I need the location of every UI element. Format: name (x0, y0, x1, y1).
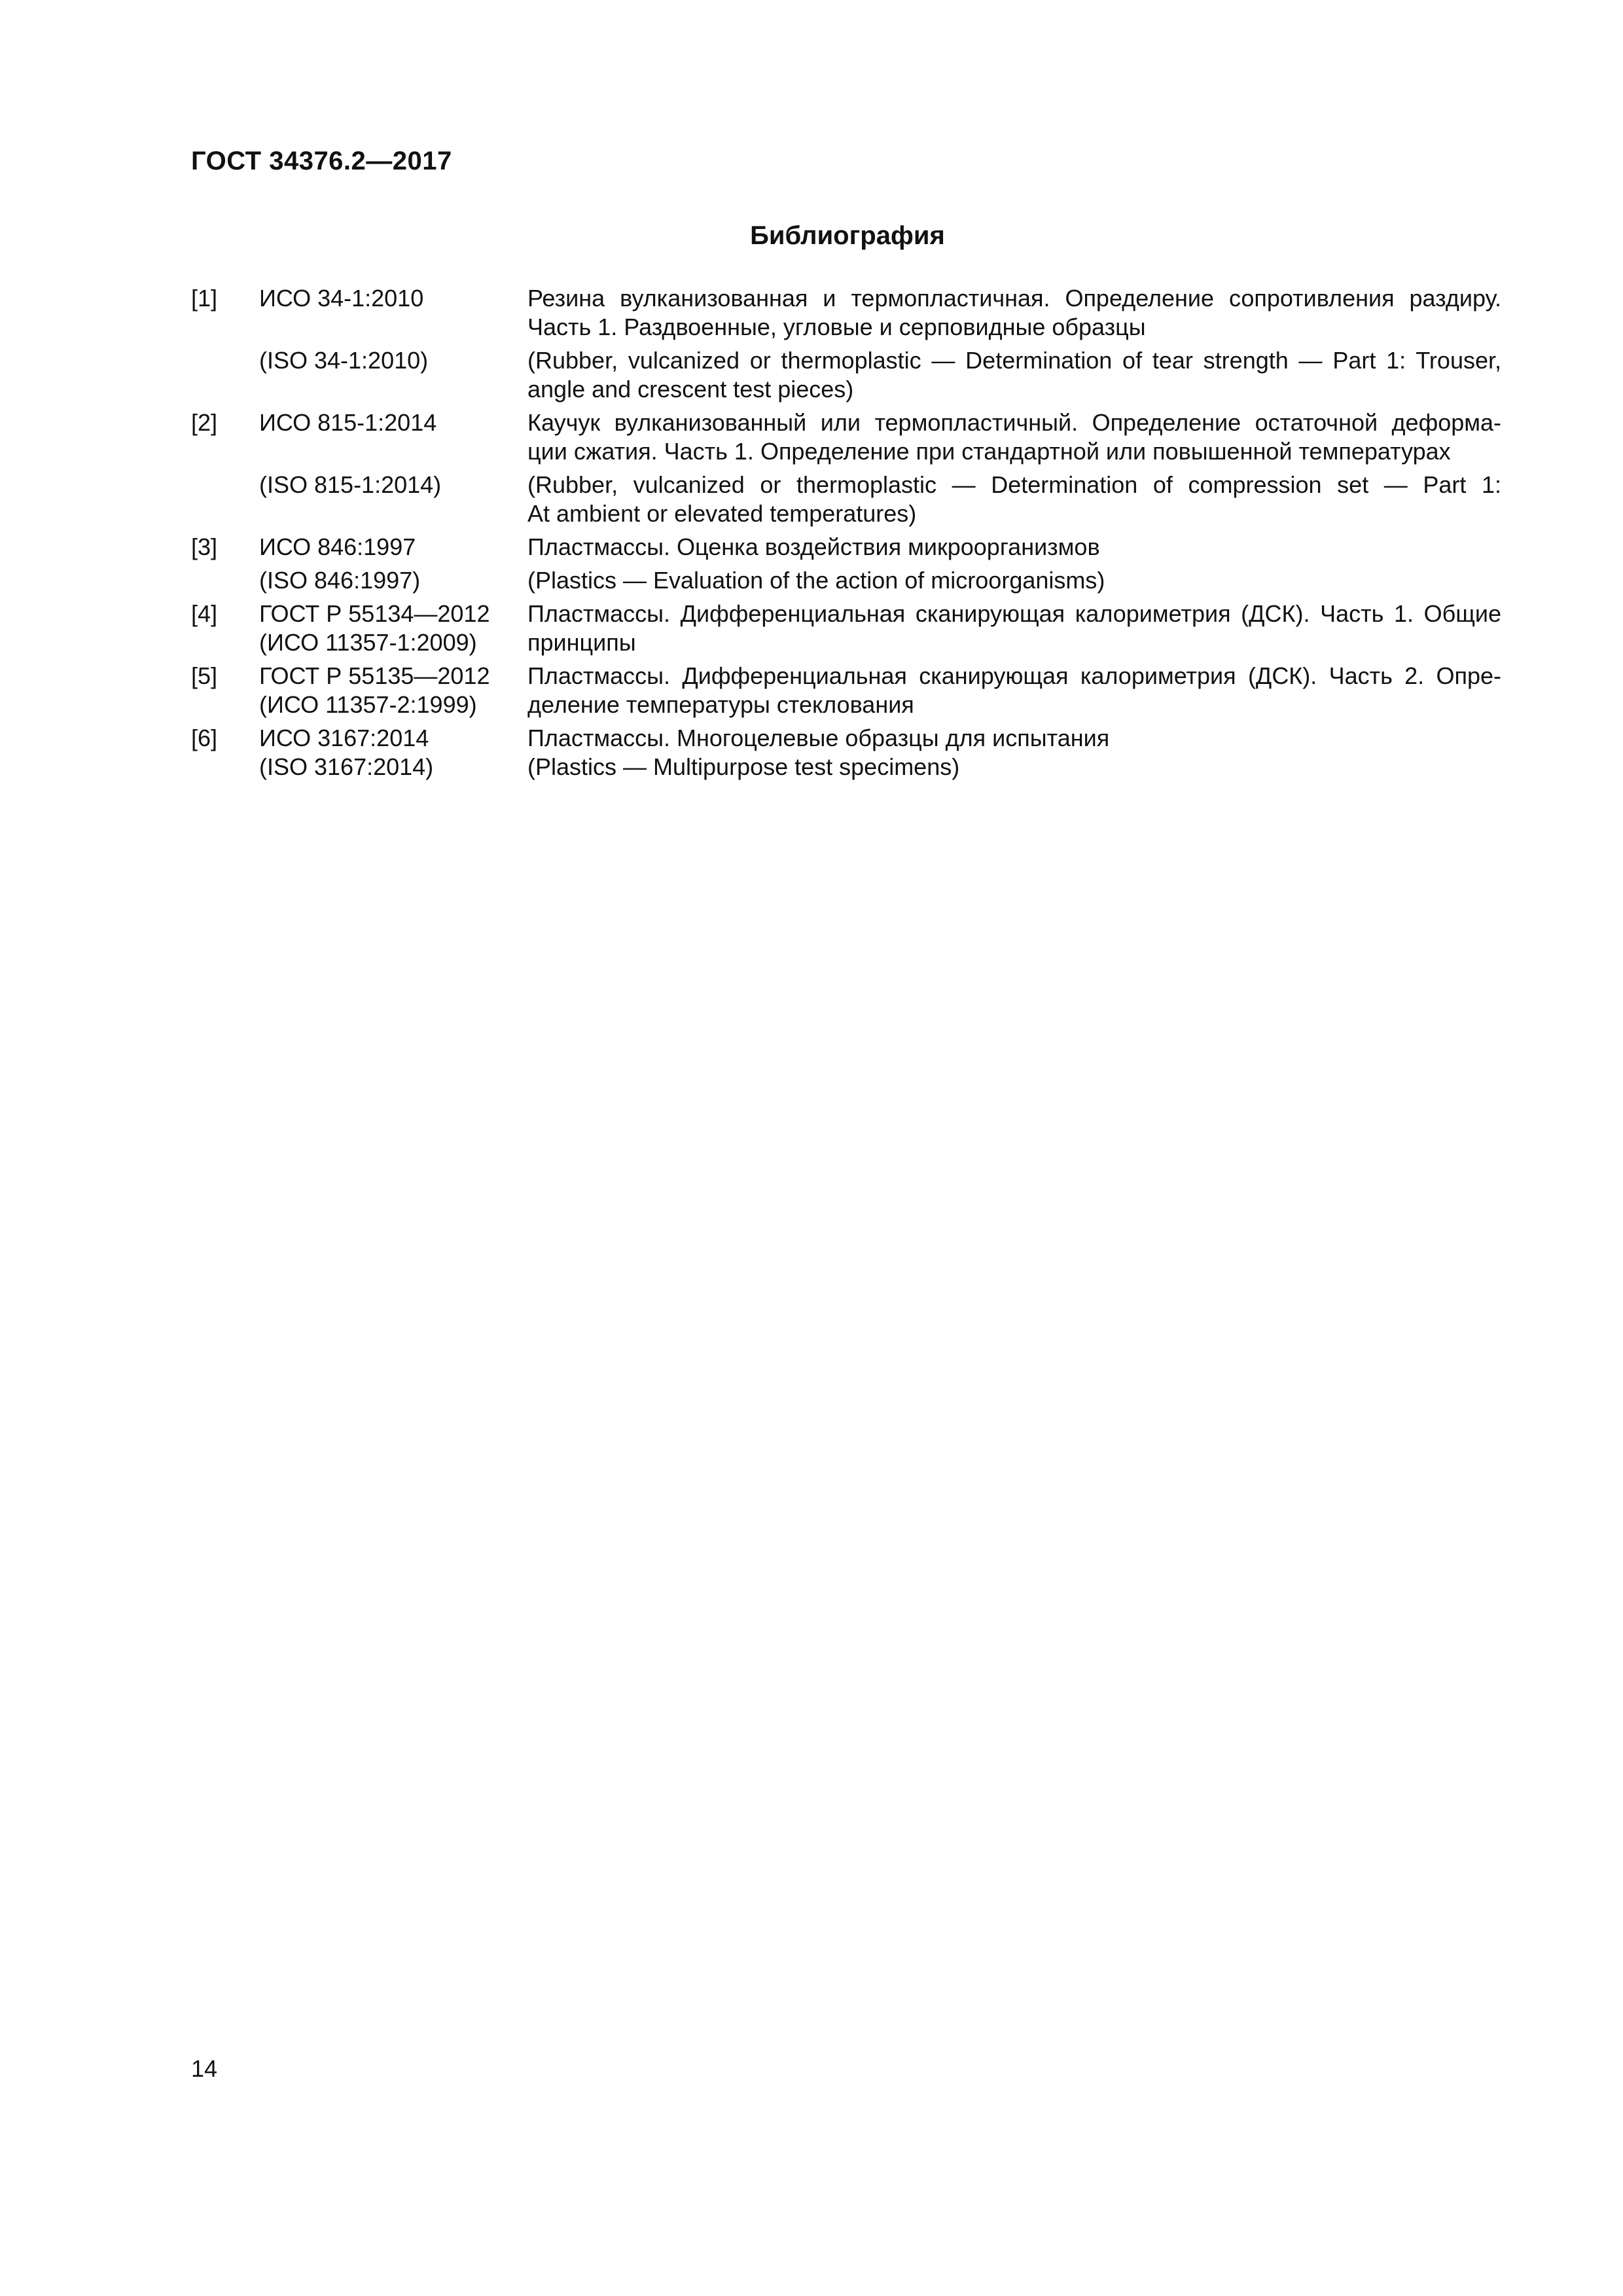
bibliography-entry (191, 471, 1501, 528)
entry-description-line: Пластмассы. Дифференциальная сканирующая калориметрия (ДСК). Часть 2. Опре- (527, 662, 1501, 689)
entry-code (259, 662, 527, 719)
entry-code-line: (ISO 3167:2014) (259, 753, 434, 780)
bibliography-entry (191, 566, 1501, 595)
entry-description-line: принципы (527, 629, 636, 656)
entry-description-line: (Rubber, vulcanized or thermoplastic — Determination of compression set — Part 1: (527, 471, 1501, 498)
entry-description-line: Пластмассы. Дифференциальная сканирующая калориметрия (ДСК). Часть 1. Общие (527, 600, 1501, 627)
bibliography-title: Библиография (750, 221, 945, 250)
entry-number: [6] (191, 725, 218, 751)
entry-description-line: Резина вулканизованная и термопластичная. Определение сопротивления раздиру. (527, 285, 1501, 312)
bibliography-entry (191, 662, 1501, 719)
entry-description (527, 724, 1501, 781)
entry-description (527, 346, 1501, 404)
entry-code-line: (ИСО 11357-1:2009) (259, 629, 477, 656)
entry-code (259, 471, 527, 528)
entry-code-line: (ISO 34-1:2010) (259, 347, 429, 374)
page-number: 14 (191, 2055, 218, 2082)
entry-code (259, 533, 527, 562)
entry-code (259, 408, 527, 466)
entry-number: [3] (191, 533, 218, 560)
entry-description-line: (Plastics — Multipurpose test specimens) (527, 753, 960, 780)
entry-description-line: angle and crescent test pieces) (527, 376, 854, 403)
entry-description-line: деление температуры стеклования (527, 691, 914, 718)
entry-description-line: (Rubber, vulcanized or thermoplastic — Determination of tear strength — Part 1: Trouser, (527, 347, 1501, 374)
bibliography-entry (191, 284, 1501, 342)
entry-code-line: (ISO 846:1997) (259, 567, 421, 594)
document-code: ГОСТ 34376.2—2017 (191, 147, 452, 175)
entry-description (527, 471, 1501, 528)
entry-description-line: ции сжатия. Часть 1. Определение при стандартной или повышенной температурах (527, 438, 1451, 465)
entry-description-line: Пластмассы. Оценка воздействия микроорганизмов (527, 533, 1100, 560)
entry-description-line: (Plastics — Evaluation of the action of microorganisms) (527, 567, 1105, 594)
entry-number: [4] (191, 600, 218, 627)
entry-number: [2] (191, 409, 218, 436)
entry-code (259, 600, 527, 657)
entry-description-line: Пластмассы. Многоцелевые образцы для испытания (527, 725, 1110, 751)
entry-description (527, 600, 1501, 657)
bibliography-entry (191, 724, 1501, 781)
entry-number: [5] (191, 662, 218, 689)
entry-code (259, 566, 527, 595)
entry-number (191, 346, 259, 404)
entry-description-line: At ambient or elevated temperatures) (527, 500, 917, 527)
entry-description (527, 284, 1501, 342)
bibliography-entry (191, 533, 1501, 562)
entry-number (191, 566, 259, 595)
bibliography-entry (191, 600, 1501, 657)
entry-code (259, 284, 527, 342)
entry-code (259, 346, 527, 404)
entry-description-line: Часть 1. Раздвоенные, угловые и серповидные образцы (527, 314, 1146, 340)
entry-description (527, 566, 1501, 595)
entry-code-line: ИСО 3167:2014 (259, 725, 429, 751)
entry-code (259, 724, 527, 781)
entry-code-line: ИСО 34-1:2010 (259, 285, 424, 312)
entry-number: [1] (191, 285, 218, 312)
bibliography-entry (191, 346, 1501, 404)
entry-code-line: ИСО 815-1:2014 (259, 409, 437, 436)
entry-description-line: Каучук вулканизованный или термопластичный. Определение остаточной деформа- (527, 409, 1501, 436)
entry-code-line: (ISO 815-1:2014) (259, 471, 442, 498)
entry-code-line: ГОСТ Р 55134—2012 (259, 600, 490, 627)
bibliography-list (191, 284, 1501, 786)
entry-code-line: (ИСО 11357-2:1999) (259, 691, 477, 718)
entry-description (527, 533, 1501, 562)
entry-number (191, 471, 259, 528)
entry-code-line: ГОСТ Р 55135—2012 (259, 662, 490, 689)
entry-code-line: ИСО 846:1997 (259, 533, 416, 560)
entry-description (527, 408, 1501, 466)
entry-description (527, 662, 1501, 719)
bibliography-entry (191, 408, 1501, 466)
